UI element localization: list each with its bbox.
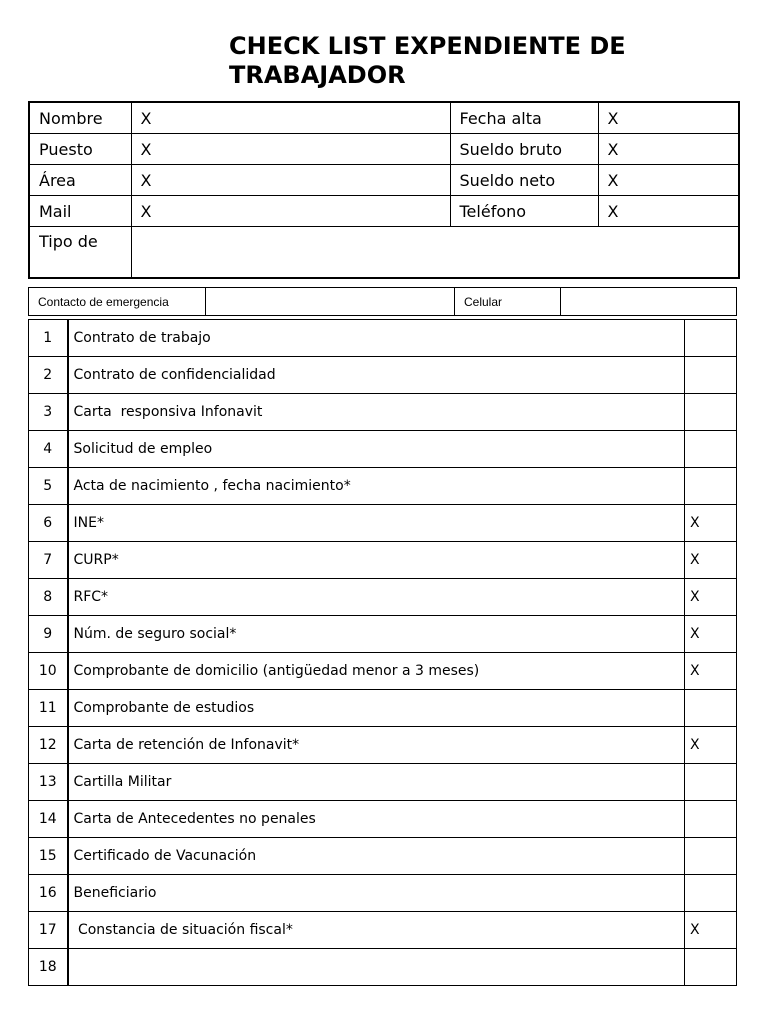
checklist-row [29, 579, 737, 616]
info-label: Área [29, 165, 131, 196]
checklist-item-description: INE* [68, 505, 685, 542]
emergency-contact-label: Contacto de emergencia [29, 288, 206, 316]
checklist-row [29, 505, 737, 542]
info-value-field[interactable]: X [131, 102, 450, 134]
document-title: CHECK LIST EXPENDIENTE DE TRABAJADOR [229, 32, 626, 89]
info-row [29, 196, 739, 227]
checklist-item-description: Carta de Antecedentes no penales [68, 801, 685, 838]
employee-info-table [28, 101, 740, 279]
checklist-item-checkbox[interactable]: X [685, 727, 737, 764]
checklist-item-description: Comprobante de estudios [68, 690, 685, 727]
checklist-item-number: 18 [29, 949, 68, 986]
checklist-item-checkbox[interactable]: X [685, 505, 737, 542]
info-label: Puesto [29, 134, 131, 165]
checklist-item-number: 1 [29, 320, 68, 357]
checklist-item-checkbox[interactable] [685, 838, 737, 875]
checklist-row [29, 764, 737, 801]
info-label: Sueldo bruto [450, 134, 598, 165]
checklist-item-description: RFC* [68, 579, 685, 616]
checklist-item-number: 4 [29, 431, 68, 468]
checklist-row [29, 949, 737, 986]
checklist-item-checkbox[interactable] [685, 949, 737, 986]
checklist-item-checkbox[interactable] [685, 431, 737, 468]
checklist-item-number: 5 [29, 468, 68, 505]
checklist-item-number: 17 [29, 912, 68, 949]
checklist-row [29, 542, 737, 579]
checklist-item-description: Contrato de trabajo [68, 320, 685, 357]
tipo-row [29, 227, 739, 279]
checklist-row [29, 357, 737, 394]
checklist-item-checkbox[interactable] [685, 875, 737, 912]
checklist-row [29, 616, 737, 653]
checklist-item-checkbox[interactable] [685, 394, 737, 431]
checklist-item-number: 16 [29, 875, 68, 912]
checklist-item-checkbox[interactable] [685, 801, 737, 838]
tipo-label: Tipo de [39, 232, 98, 251]
info-label: Nombre [29, 102, 131, 134]
checklist-item-checkbox[interactable] [685, 357, 737, 394]
checklist-item-number: 3 [29, 394, 68, 431]
checklist-item-description: Constancia de situación fiscal* [68, 912, 685, 949]
emergency-row [29, 288, 737, 316]
checklist-item-number: 12 [29, 727, 68, 764]
checklist-item-description: Comprobante de domicilio (antigüedad menor a 3 meses) [68, 653, 685, 690]
checklist-item-number: 11 [29, 690, 68, 727]
checklist-body [29, 320, 737, 986]
checklist-item-checkbox[interactable] [685, 468, 737, 505]
checklist-row [29, 320, 737, 357]
checklist-item-description: Certificado de Vacunación [68, 838, 685, 875]
checklist-item-checkbox[interactable] [685, 690, 737, 727]
checklist-item-number: 10 [29, 653, 68, 690]
checklist-item-number: 13 [29, 764, 68, 801]
emergency-contact-table [28, 287, 737, 316]
checklist-item-number: 6 [29, 505, 68, 542]
checklist-row [29, 690, 737, 727]
info-label: Mail [29, 196, 131, 227]
checklist-item-checkbox[interactable]: X [685, 542, 737, 579]
checklist-item-number: 8 [29, 579, 68, 616]
info-value-field[interactable]: X [598, 134, 739, 165]
checklist-item-description: Contrato de confidencialidad [68, 357, 685, 394]
checklist-item-description: Beneficiario [68, 875, 685, 912]
checklist-item-number: 7 [29, 542, 68, 579]
checklist-item-number: 14 [29, 801, 68, 838]
emergency-contact-field[interactable] [206, 288, 455, 316]
info-value-field[interactable]: X [598, 165, 739, 196]
checklist-row [29, 875, 737, 912]
info-value-field[interactable]: X [598, 102, 739, 134]
employee-info-body [29, 102, 739, 278]
checklist-item-description [68, 949, 685, 986]
checklist-row [29, 912, 737, 949]
info-row [29, 134, 739, 165]
info-label: Teléfono [450, 196, 598, 227]
cell-label: Celular [455, 288, 561, 316]
checklist-item-checkbox[interactable] [685, 764, 737, 801]
info-value-field[interactable]: X [598, 196, 739, 227]
checklist-row [29, 394, 737, 431]
tipo-value-cell[interactable] [131, 227, 739, 279]
checklist-row [29, 653, 737, 690]
checklist-row [29, 468, 737, 505]
info-label: Fecha alta [450, 102, 598, 134]
info-value-field[interactable]: X [131, 134, 450, 165]
checklist-item-description: Solicitud de empleo [68, 431, 685, 468]
cell-field[interactable] [561, 288, 737, 316]
info-row [29, 102, 739, 134]
checklist-item-number: 9 [29, 616, 68, 653]
checklist-item-number: 2 [29, 357, 68, 394]
checklist-item-description: Cartilla Militar [68, 764, 685, 801]
checklist-item-checkbox[interactable]: X [685, 653, 737, 690]
checklist-item-description: Carta responsiva Infonavit [68, 394, 685, 431]
checklist-item-number: 15 [29, 838, 68, 875]
checklist-item-checkbox[interactable]: X [685, 579, 737, 616]
info-row [29, 165, 739, 196]
checklist-item-checkbox[interactable]: X [685, 912, 737, 949]
checklist-row [29, 801, 737, 838]
checklist-row [29, 431, 737, 468]
checklist-item-checkbox[interactable]: X [685, 616, 737, 653]
info-label: Sueldo neto [450, 165, 598, 196]
info-value-field[interactable]: X [131, 196, 450, 227]
checklist-item-description: Acta de nacimiento , fecha nacimiento* [68, 468, 685, 505]
checklist-item-checkbox[interactable] [685, 320, 737, 357]
tipo-label-cell [29, 227, 131, 279]
checklist-item-description: Carta de retención de Infonavit* [68, 727, 685, 764]
checklist-row [29, 727, 737, 764]
checklist-item-description: CURP* [68, 542, 685, 579]
checklist-row [29, 838, 737, 875]
info-value-field[interactable]: X [131, 165, 450, 196]
checklist-item-description: Núm. de seguro social* [68, 616, 685, 653]
checklist-table [28, 319, 737, 986]
